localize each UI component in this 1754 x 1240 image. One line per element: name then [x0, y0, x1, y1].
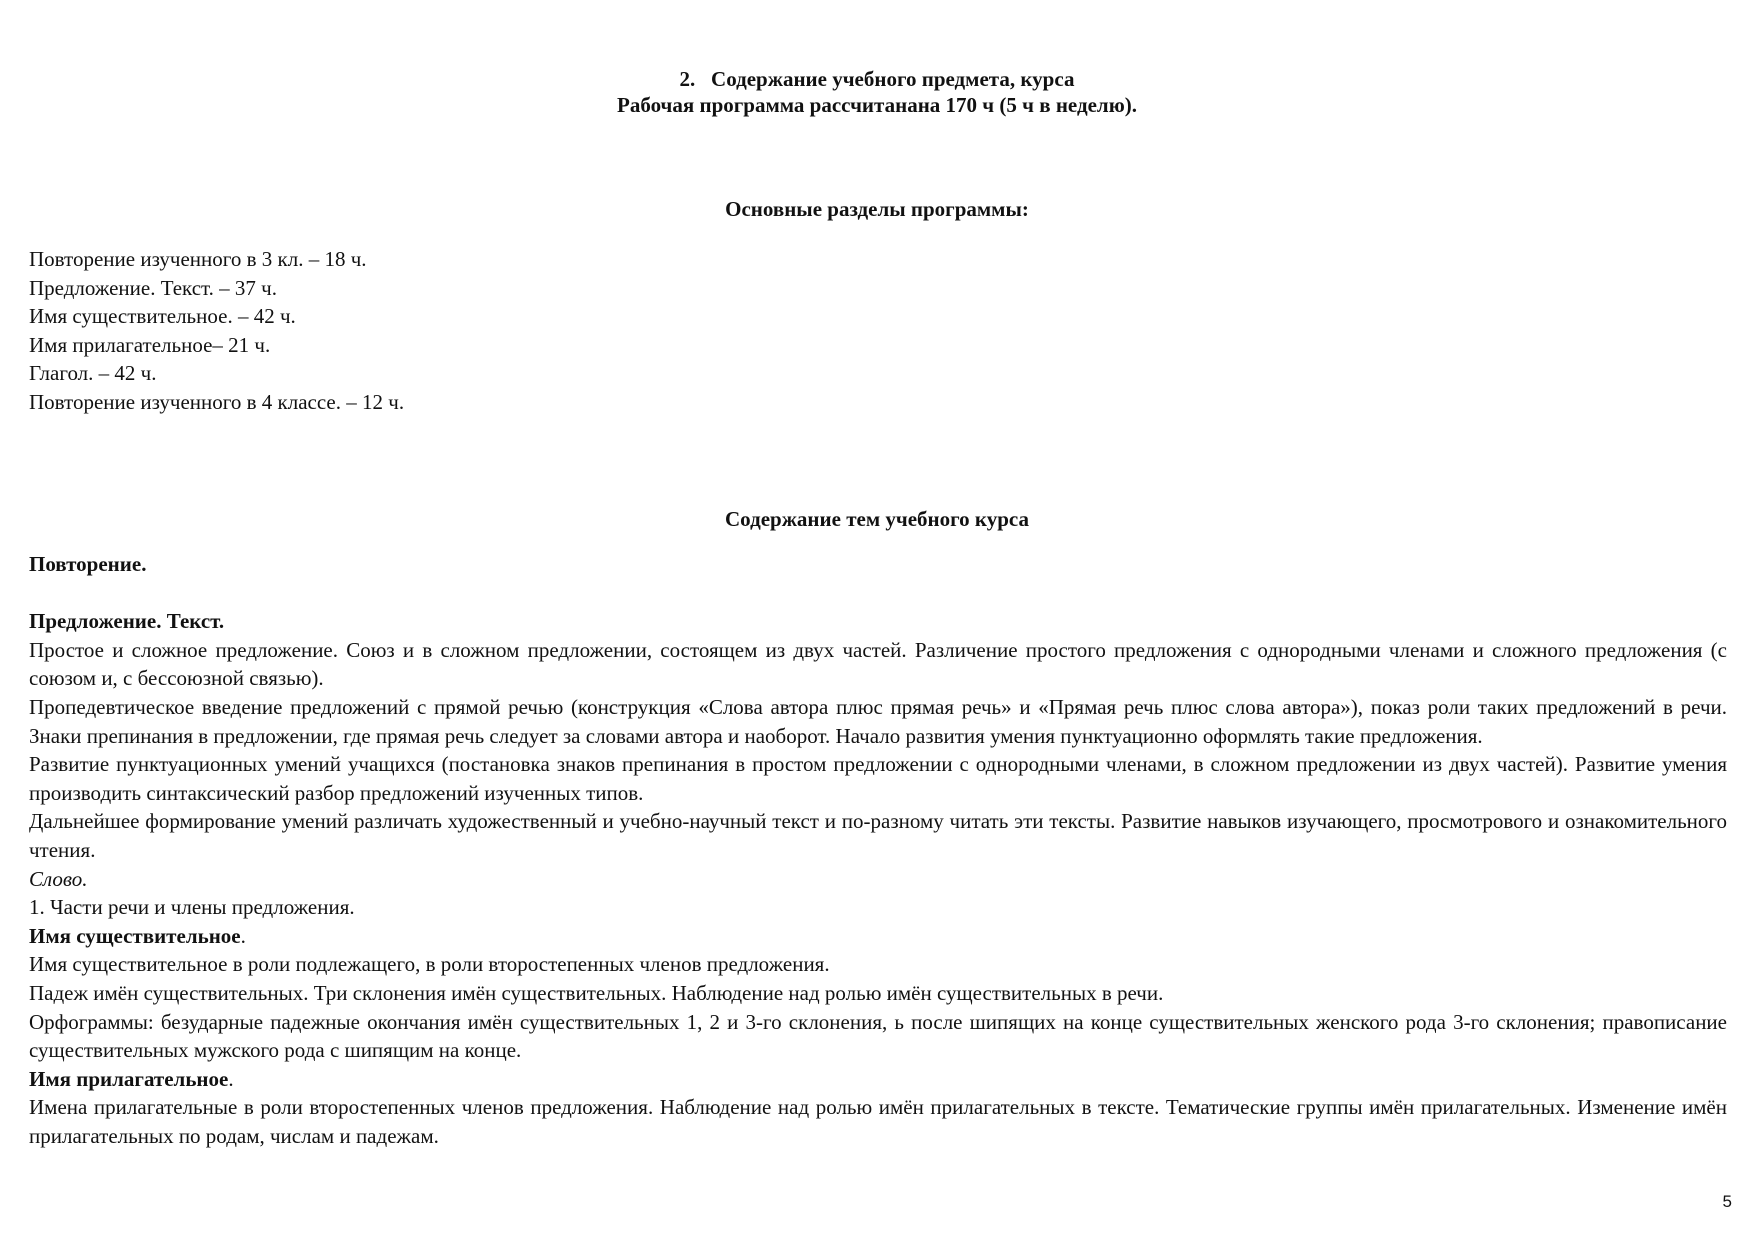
- paragraph: Простое и сложное предложение. Союз и в сложном предложении, состоящем из двух частей. Различение простого предложения с однородными членами и сложного предложения (с союзом и, с бессоюзной связью).: [29, 637, 1727, 691]
- page-title: [0, 66, 1754, 92]
- page-subtitle: Рабочая программа рассчитанана 170 ч (5 ч в неделю).: [617, 93, 1137, 117]
- section-item: Глагол. – 42 ч.: [29, 361, 157, 386]
- paragraph: Падеж имён существительных. Три склонения имён существительных. Наблюдение над ролью имён существительных в речи.: [29, 980, 1164, 1005]
- section-item: Повторение изученного в 4 классе. – 12 ч.: [29, 389, 405, 414]
- parts-line: 1. Части речи и члены предложения.: [29, 895, 355, 920]
- adj-heading: Имя прилагательное: [29, 1066, 229, 1091]
- paragraph: Развитие пунктуационных умений учащихся (постановка знаков препинания в простом предложении с однородными членами, в сложном предложении из двух частей). Развитие умения производить синтаксический разбор предложений изученных типов.: [29, 752, 1727, 805]
- sentence-heading: Предложение. Текст.: [29, 609, 225, 634]
- title-text: Содержание учебного предмета, курса: [711, 67, 1075, 91]
- noun-heading-line: Имя существительное.: [29, 923, 246, 948]
- section-item: Предложение. Текст. – 37 ч.: [29, 275, 277, 300]
- paragraph: Дальнейшее формирование умений различать художественный и учебно-научный текст и по-разному читать эти тексты. Развитие навыков изучающего, просмотрового и ознакомительного чтения.: [29, 809, 1727, 862]
- topics-content: [29, 550, 1727, 1150]
- spacer: [29, 579, 1727, 608]
- paragraph: Пропедевтическое введение предложений с прямой речью (конструкция «Слова автора плюс прямая речь» и «Прямая речь плюс слова автора»), показ роли таких предложений в речи. Знаки препинания в предложении, где прямая речь следует за словами автора и наоборот. Начало развития умения пунктуационно оформлять такие предложения.: [29, 694, 1727, 748]
- section-item: Повторение изученного в 3 кл. – 18 ч.: [29, 247, 367, 271]
- paragraph: Имена прилагательные в роли второстепенных членов предложения. Наблюдение над ролью имён прилагательных в тексте. Тематические группы имён прилагательных. Изменение имён прилагательных по родам, числам и падежам.: [29, 1095, 1727, 1148]
- topics-heading: Содержание тем учебного курса: [725, 507, 1029, 531]
- sections-list: [29, 245, 404, 417]
- repeat-heading: Повторение.: [29, 552, 147, 576]
- section-item: Имя существительное. – 42 ч.: [29, 304, 296, 329]
- page-number: 5: [1722, 1192, 1732, 1211]
- paragraph: Орфограммы: безударные падежные окончания имён существительных 1, 2 и 3-го склонения, ь после шипящих на конце существительных женского рода 3-го склонения; правописание существительных мужского рода с шипящим на конце.: [29, 1009, 1727, 1063]
- adj-heading-line: Имя прилагательное.: [29, 1066, 234, 1091]
- title-number: 2.: [679, 67, 696, 91]
- word-heading: Слово.: [29, 866, 88, 891]
- section-item: Имя прилагательное– 21 ч.: [29, 332, 271, 357]
- sections-heading: Основные разделы программы:: [725, 197, 1029, 221]
- noun-heading: Имя существительное: [29, 923, 241, 948]
- paragraph: Имя существительное в роли подлежащего, в роли второстепенных членов предложения.: [29, 952, 830, 977]
